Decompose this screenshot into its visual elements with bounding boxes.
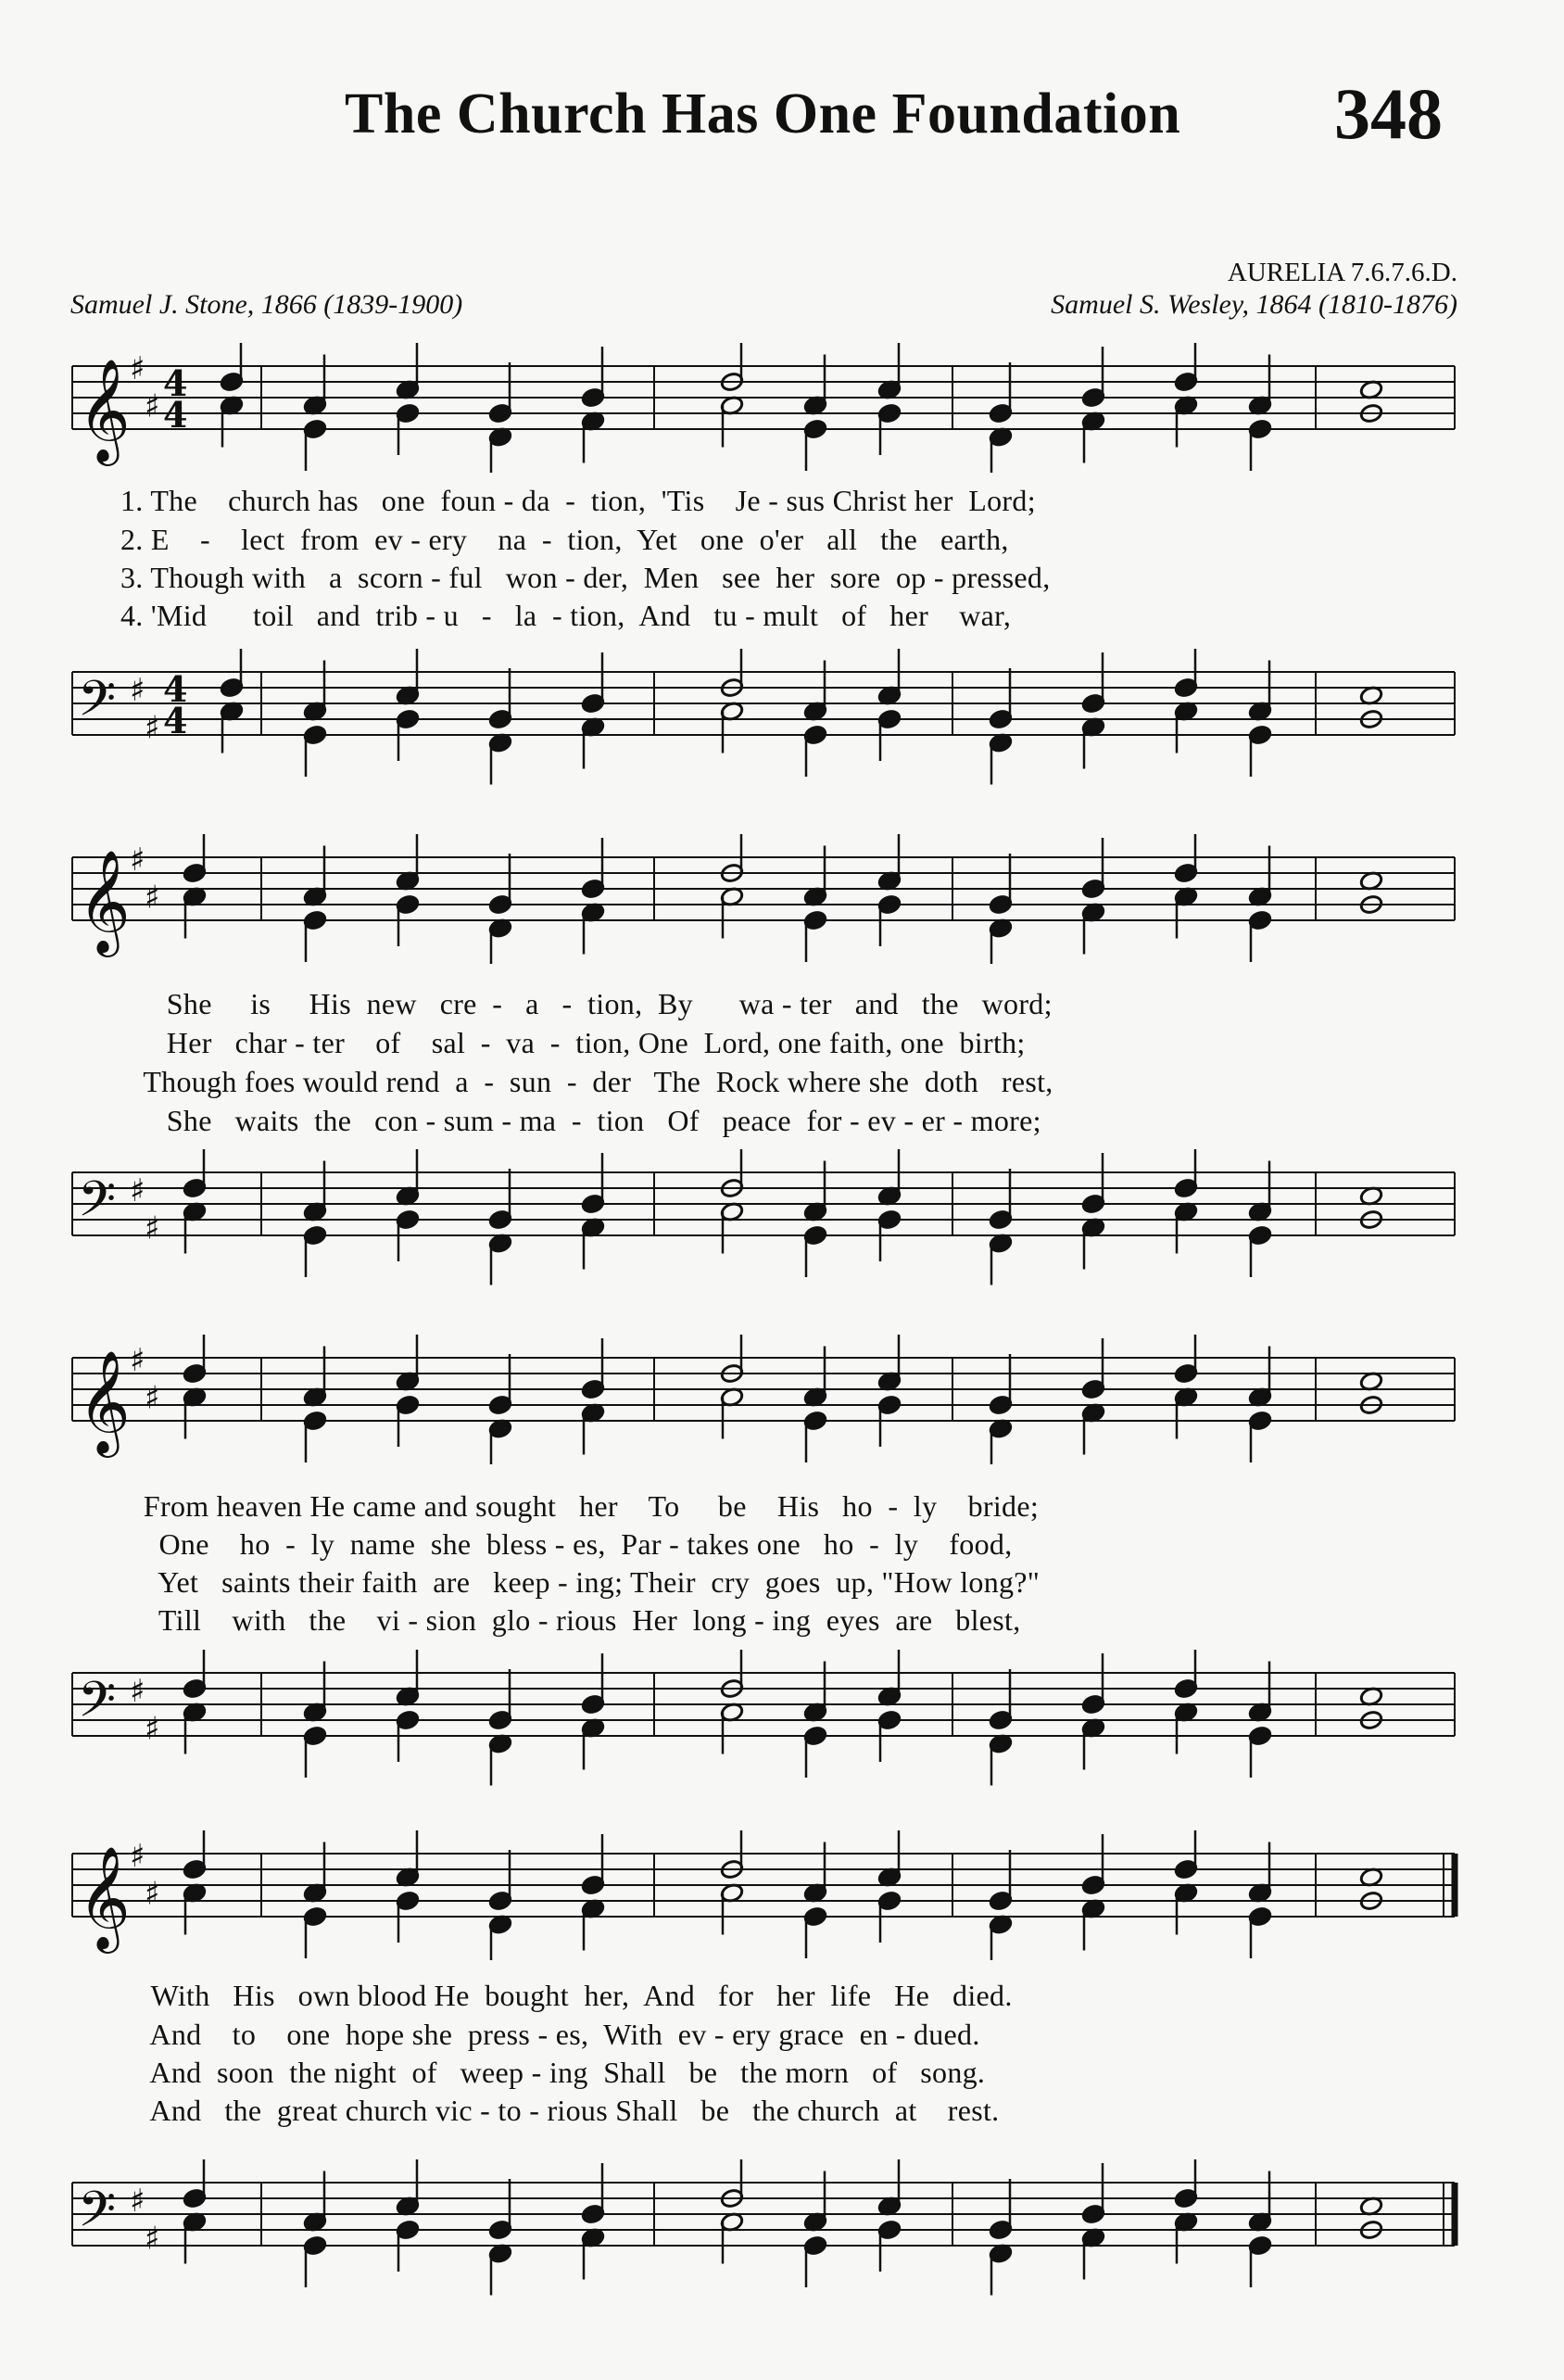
- sharp-icon: ♯: [130, 1342, 145, 1379]
- hymn-title: The Church Has One Foundation: [345, 82, 1181, 146]
- tune-name: AURELIA 7.6.7.6.D.: [1227, 258, 1457, 287]
- sharp-icon: ♯: [145, 1875, 160, 1913]
- treble-clef-icon: 𝄞: [78, 1349, 131, 1453]
- lyric-line: Yet saints their faith are keep - ing; Their cry goes up, "How long?": [120, 1565, 1041, 1599]
- bass-clef-icon: 𝄢: [78, 2182, 117, 2250]
- lyricist-credit: Samuel J. Stone, 1866 (1839-1900): [70, 289, 463, 320]
- treble-clef-icon: 𝄞: [78, 1845, 131, 1949]
- sharp-icon: ♯: [130, 1172, 145, 1209]
- sharp-icon: ♯: [130, 842, 145, 879]
- sharp-icon: ♯: [145, 879, 160, 917]
- sharp-icon: ♯: [130, 350, 145, 387]
- sharp-icon: ♯: [130, 1838, 145, 1875]
- lyric-line: Her char - ter of sal - va - tion, One Lord, one faith, one birth;: [120, 1026, 1026, 1059]
- lyric-line: 4. 'Mid toil and trib - u - la - tion, And tu - mult of her war,: [120, 599, 1012, 632]
- lyric-line: And soon the night of weep - ing Shall be the morn of song.: [120, 2056, 986, 2089]
- bass-clef-icon: 𝄢: [78, 1171, 117, 1240]
- bass-staff-system-4: [0, 2159, 1564, 2298]
- lyric-line: Though foes would rend a - sun - der The Rock where she doth rest,: [120, 1065, 1053, 1098]
- sharp-icon: ♯: [145, 387, 160, 425]
- sharp-icon: ♯: [145, 709, 160, 747]
- lyric-line: With His own blood He bought her, And for her life He died.: [120, 1979, 1013, 2012]
- lyric-line: 3. Though with a scorn - ful won - der, Men see her sore op - pressed,: [120, 561, 1051, 594]
- treble-staff-system-4: [0, 1830, 1564, 1960]
- lyric-line: 1. The church has one foun - da - tion, 'Tis Je - sus Christ her Lord;: [120, 484, 1036, 517]
- sharp-icon: ♯: [130, 1673, 145, 1710]
- sharp-icon: ♯: [130, 672, 145, 709]
- bass-clef-icon: 𝄢: [78, 671, 117, 740]
- bass-clef-icon: 𝄢: [78, 1672, 117, 1741]
- sharp-icon: ♯: [145, 1710, 160, 1748]
- treble-clef-icon: 𝄞: [78, 849, 131, 953]
- bass-staff-system-2: [0, 1149, 1564, 1288]
- time-signature-top: 4: [163, 362, 188, 404]
- time-signature-bottom: 4: [163, 700, 188, 741]
- lyric-line: Till with the vi - sion glo - rious Her long - ing eyes are blest,: [120, 1603, 1021, 1637]
- lyric-line: She waits the con - sum - ma - tion Of peace for - ev - er - more;: [120, 1104, 1041, 1137]
- sharp-icon: ♯: [130, 2183, 145, 2220]
- lyric-line: She is His new cre - a - tion, By wa - ter and the word;: [120, 987, 1053, 1020]
- sharp-icon: ♯: [145, 1209, 160, 1247]
- lyric-line: From heaven He came and sought her To be His ho - ly bride;: [120, 1489, 1040, 1523]
- composer-credit: Samuel S. Wesley, 1864 (1810-1876): [1051, 289, 1457, 320]
- lyric-line: 2. E - lect from ev - ery na - tion, Yet one o'er all the earth,: [120, 523, 1009, 556]
- bass-staff-system-3: [0, 1650, 1564, 1789]
- sharp-icon: ♯: [145, 2220, 160, 2258]
- hymn-number: 348: [1334, 73, 1443, 154]
- time-signature-bottom: 4: [163, 394, 188, 436]
- lyric-line: And the great church vic - to - rious Shall be the church at rest.: [120, 2094, 1000, 2127]
- treble-staff-system-3: [0, 1335, 1564, 1464]
- treble-clef-icon: 𝄞: [78, 358, 131, 462]
- lyric-line: One ho - ly name she bless - es, Par - takes one ho - ly food,: [120, 1527, 1013, 1561]
- bass-staff-system-1: [0, 649, 1564, 788]
- treble-staff-system-1: [0, 343, 1564, 473]
- treble-staff-system-2: [0, 834, 1564, 964]
- time-signature-top: 4: [163, 668, 188, 710]
- sharp-icon: ♯: [145, 1379, 160, 1417]
- lyric-line: And to one hope she press - es, With ev - ery grace en - dued.: [120, 2018, 980, 2051]
